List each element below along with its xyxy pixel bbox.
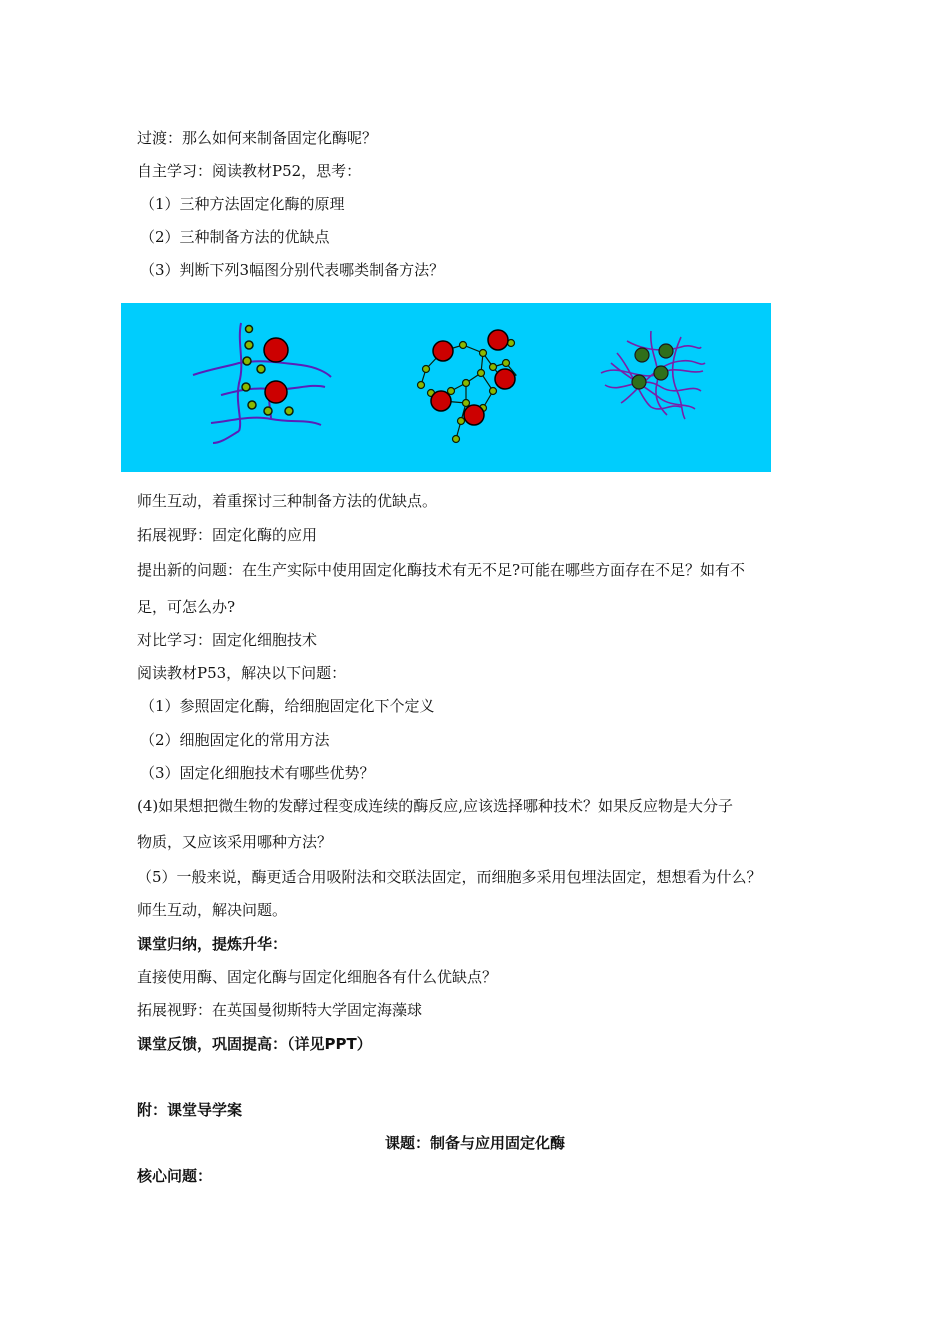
text-line-read-p53: 阅读教材P53，解决以下问题： — [137, 664, 347, 682]
enzyme-methods-illustration — [121, 303, 771, 472]
text-line-comparison: 对比学习：固定化细胞技术 — [137, 631, 318, 649]
text-line-new-question: 提出新的问题：在生产实际中使用固定化酶技术有无不足?可能在哪些方面存在不足？如有不 — [137, 561, 746, 579]
adsorption-small-particles — [242, 326, 293, 416]
appendix-heading: 附：课堂导学案 — [137, 1101, 243, 1119]
adsorption-enzymes — [264, 338, 288, 403]
text-line-question-3: （3）判断下列3幅图分别代表哪类制备方法？ — [140, 261, 445, 279]
text-line-interaction: 师生互动，着重探讨三种制备方法的优缺点。 — [137, 492, 438, 510]
text-line-question-2: （2）三种制备方法的优缺点 — [140, 228, 330, 246]
core-question-heading: 核心问题： — [137, 1167, 213, 1185]
text-line-resolve: 师生互动，解决问题。 — [137, 901, 288, 919]
text-line-question-1: （1）三种方法固定化酶的原理 — [140, 195, 345, 213]
crosslink-enzymes — [431, 330, 515, 425]
text-line-cell-question-5: （5）一般来说，酶更适合用吸附法和交联法固定，而细胞多采用包埋法固定，想想看为什么？ — [137, 868, 762, 886]
text-line-cell-question-3: （3）固定化细胞技术有哪些优势？ — [140, 764, 375, 782]
text-line-new-question-cont: 足，可怎么办? — [137, 598, 236, 616]
text-line-cell-question-1: （1）参照固定化酶，给细胞固定化下个定义 — [140, 697, 435, 715]
entrapment-panel — [601, 331, 705, 419]
feedback-heading: 课堂反馈，巩固提高：（详见PPT） — [137, 1035, 372, 1053]
enzyme-methods-figure — [121, 303, 771, 472]
text-line-self-study: 自主学习：阅读教材P52，思考： — [137, 162, 362, 180]
topic-title: 课题：制备与应用固定化酶 — [384, 1134, 565, 1152]
adsorption-panel — [193, 323, 331, 443]
text-line-cell-question-2: （2）细胞固定化的常用方法 — [140, 731, 330, 749]
text-line-extension-manchester: 拓展视野：在英国曼彻斯特大学固定海藻球 — [137, 1001, 423, 1019]
text-line-cell-question-4: (4)如果想把微生物的发酵过程变成连续的酶反应,应该选择哪种技术？如果反应物是大分子 — [137, 797, 734, 815]
text-line-transition: 过渡：那么如何来制备固定化酶呢？ — [137, 129, 378, 147]
summary-heading: 课堂归纳，提炼升华： — [137, 935, 288, 953]
text-line-extension-application: 拓展视野：固定化酶的应用 — [137, 526, 318, 544]
text-line-cell-question-4-cont: 物质，又应该采用哪种方法？ — [137, 833, 333, 851]
summary-question: 直接使用酶、固定化酶与固定化细胞各有什么优缺点？ — [137, 968, 498, 986]
